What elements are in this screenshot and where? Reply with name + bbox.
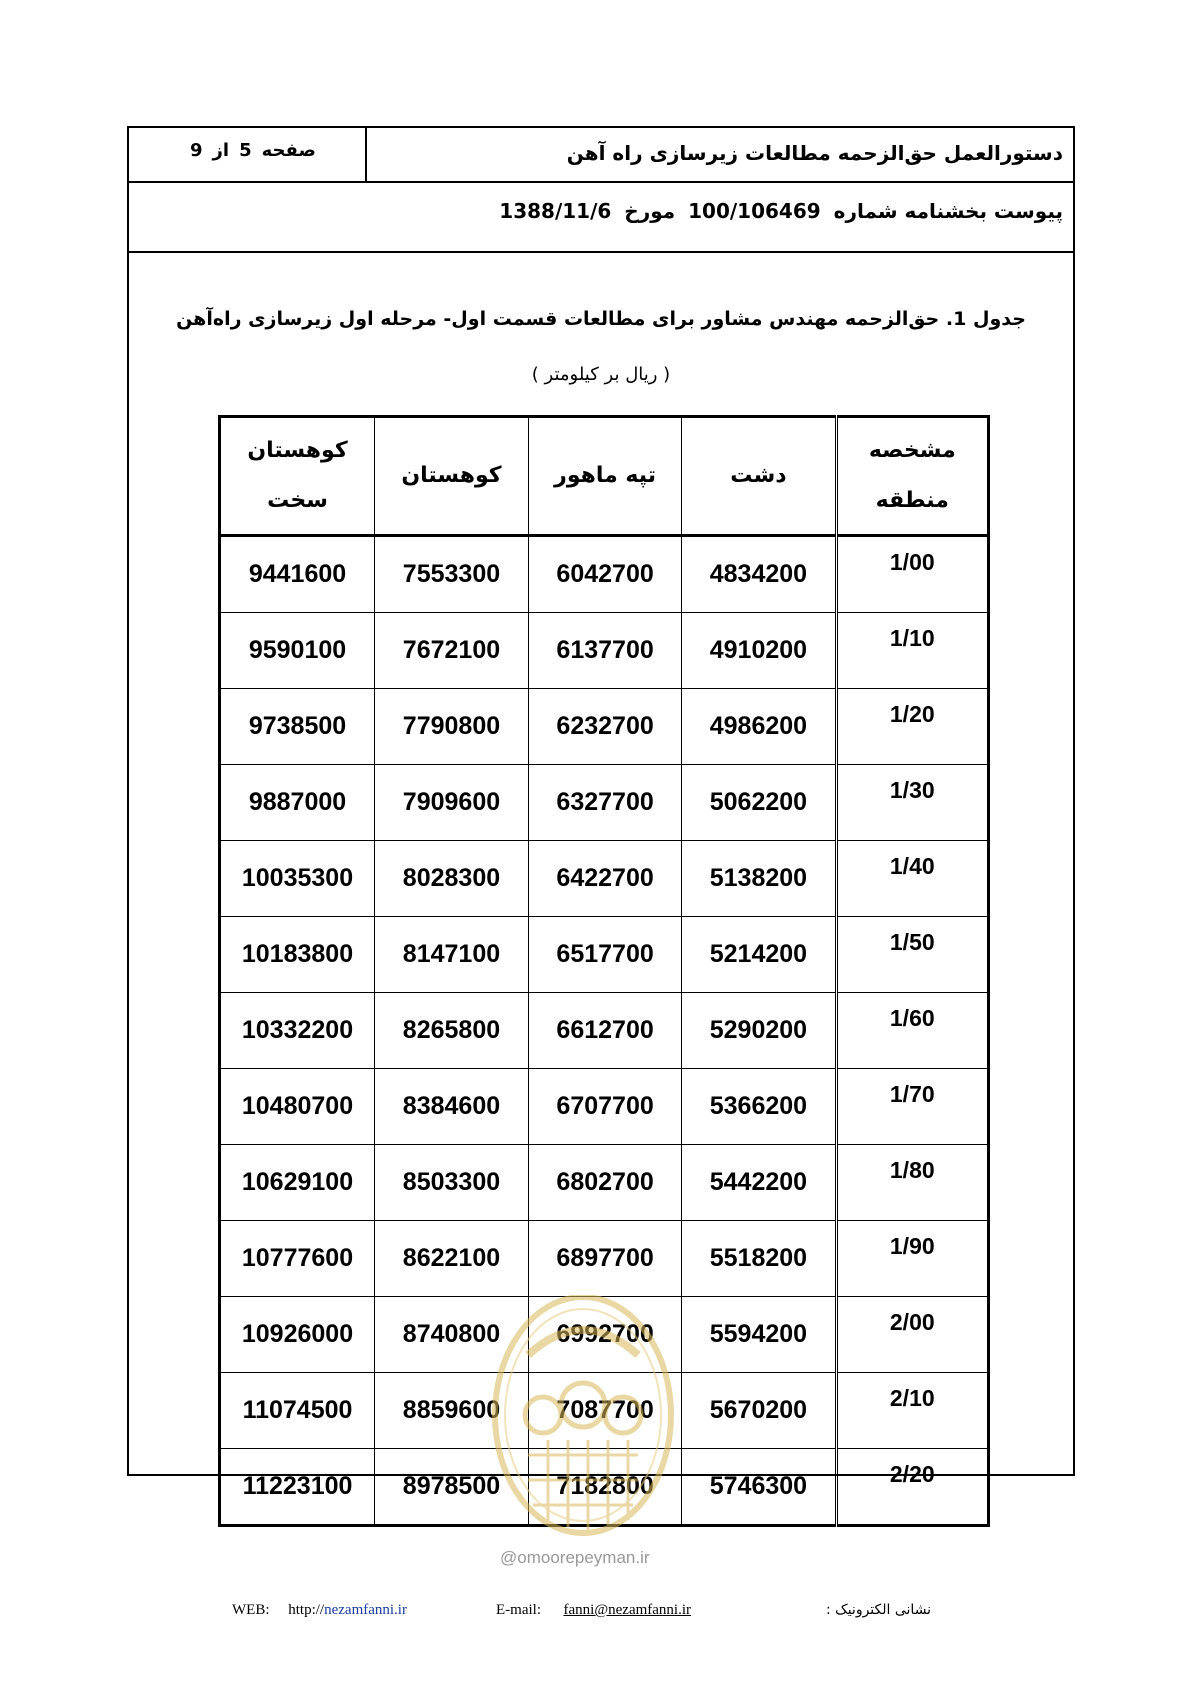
fee-cell: 6707700 [528,1069,681,1145]
page-word: صفحه [261,140,316,161]
fee-cell: 4834200 [682,536,836,613]
fee-cell: 11074500 [220,1373,375,1449]
fee-cell: 7790800 [375,689,529,765]
region-coefficient-cell: 1/10 [836,613,988,689]
table-row [220,993,989,1069]
table-row [220,1221,989,1297]
fee-cell: 4986200 [682,689,836,765]
table-row [220,536,989,613]
fee-cell: 6992700 [528,1297,681,1373]
fee-cell: 6517700 [528,917,681,993]
fee-cell: 6327700 [528,765,681,841]
fee-cell: 10777600 [220,1221,375,1297]
fee-cell: 4910200 [682,613,836,689]
document-title: دستورالعمل حق‌الزحمه مطالعات زیرسازی راه آهن [566,141,1063,165]
watermark-seal [488,1295,678,1555]
fee-cell: 10035300 [220,841,375,917]
region-coefficient-cell: 1/40 [836,841,988,917]
region-coefficient-cell: 1/90 [836,1221,988,1297]
fee-cell: 7087700 [528,1373,681,1449]
page-total: 9 [190,140,203,161]
attachment-line [493,199,1063,223]
fee-cell: 5594200 [682,1297,836,1373]
fee-cell: 10183800 [220,917,375,993]
attachment-prefix: پیوست بخشنامه شماره [833,199,1063,223]
fee-cell: 10926000 [220,1297,375,1373]
table-header-row [220,417,989,536]
fee-cell: 8978500 [375,1449,529,1526]
caption-prefix: جدول [972,308,1026,330]
fee-cell: 5366200 [682,1069,836,1145]
fee-cell: 5442200 [682,1145,836,1221]
fee-cell: 6232700 [528,689,681,765]
fee-cell: 9590100 [220,613,375,689]
footer-web [232,1602,407,1619]
region-coefficient-cell: 1/30 [836,765,988,841]
footer-email [496,1602,691,1619]
fee-cell: 8740800 [375,1297,529,1373]
fee-cell: 8384600 [375,1069,529,1145]
header-row [129,128,1073,183]
header-plain: دشت [682,417,836,536]
fee-cell: 10629100 [220,1145,375,1221]
email-link[interactable]: fanni@nezamfanni.ir [563,1602,692,1618]
fee-cell: 6897700 [528,1221,681,1297]
date-word: مورخ [624,199,676,223]
fee-cell: 6612700 [528,993,681,1069]
fee-cell: 6042700 [528,536,681,613]
fee-cell: 6137700 [528,613,681,689]
region-coefficient-cell: 1/00 [836,536,988,613]
page-frame [127,126,1075,1500]
web-link[interactable]: nezamfanni.ir [324,1602,407,1618]
region-coefficient-cell: 2/20 [836,1449,988,1526]
table-unit: ( ریال بر کیلومتر ) [531,364,671,385]
fee-cell: 5670200 [682,1373,836,1449]
email-label: E-mail: [496,1602,541,1618]
fee-cell: 7909600 [375,765,529,841]
page-number [185,140,321,161]
table-row [220,917,989,993]
fee-cell: 11223100 [220,1449,375,1526]
header-divider [365,128,367,181]
page-of-word: از [212,140,230,161]
fee-cell: 8147100 [375,917,529,993]
header-hilly: تپه ماهور [528,417,681,536]
region-coefficient-cell: 1/50 [836,917,988,993]
table-row [220,1069,989,1145]
footer-address-label: نشانی الکترونیک : [826,1602,932,1618]
region-coefficient-cell: 1/80 [836,1145,988,1221]
fee-cell: 9738500 [220,689,375,765]
fee-cell: 5290200 [682,993,836,1069]
fee-cell: 6802700 [528,1145,681,1221]
fee-cell: 5518200 [682,1221,836,1297]
fee-cell: 6422700 [528,841,681,917]
region-coefficient-cell: 1/20 [836,689,988,765]
fee-cell: 5062200 [682,765,836,841]
caption-number: 1. [945,308,967,330]
fee-cell: 8265800 [375,993,529,1069]
fee-cell: 7553300 [375,536,529,613]
fee-cell: 10480700 [220,1069,375,1145]
web-prefix: http:// [288,1602,325,1618]
region-coefficient-cell: 1/70 [836,1069,988,1145]
caption-text: حق‌الزحمه مهندس مشاور برای مطالعات قسمت اول- مرحله اول زیرسازی راه‌آهن [176,308,940,330]
fee-cell: 8503300 [375,1145,529,1221]
attachment-row [129,183,1073,253]
region-coefficient-cell: 2/10 [836,1373,988,1449]
fee-cell: 7672100 [375,613,529,689]
header-hard-mountain: کوهستان سخت [220,417,375,536]
table-caption [129,308,1073,330]
fee-cell: 8622100 [375,1221,529,1297]
fee-cell: 10332200 [220,993,375,1069]
fee-cell: 5746300 [682,1449,836,1526]
fee-cell: 9441600 [220,536,375,613]
header-mountain: کوهستان [375,417,529,536]
circular-date: 1388/11/6 [499,199,612,223]
fee-cell: 7182800 [528,1449,681,1526]
watermark-site: @omoorepeyman.ir [500,1548,650,1567]
circular-number: 100/106469 [688,199,821,223]
table-row [220,765,989,841]
table-row [220,841,989,917]
fee-cell: 8859600 [375,1373,529,1449]
fee-cell: 9887000 [220,765,375,841]
header-region-coefficient: مشخصه منطقه [836,417,988,536]
table-row [220,613,989,689]
web-label: WEB: [232,1602,270,1618]
fee-cell: 8028300 [375,841,529,917]
table-row [220,1145,989,1221]
fee-cell: 5138200 [682,841,836,917]
region-coefficient-cell: 1/60 [836,993,988,1069]
table-row [220,689,989,765]
region-coefficient-cell: 2/00 [836,1297,988,1373]
page-current: 5 [239,140,252,161]
fee-cell: 5214200 [682,917,836,993]
